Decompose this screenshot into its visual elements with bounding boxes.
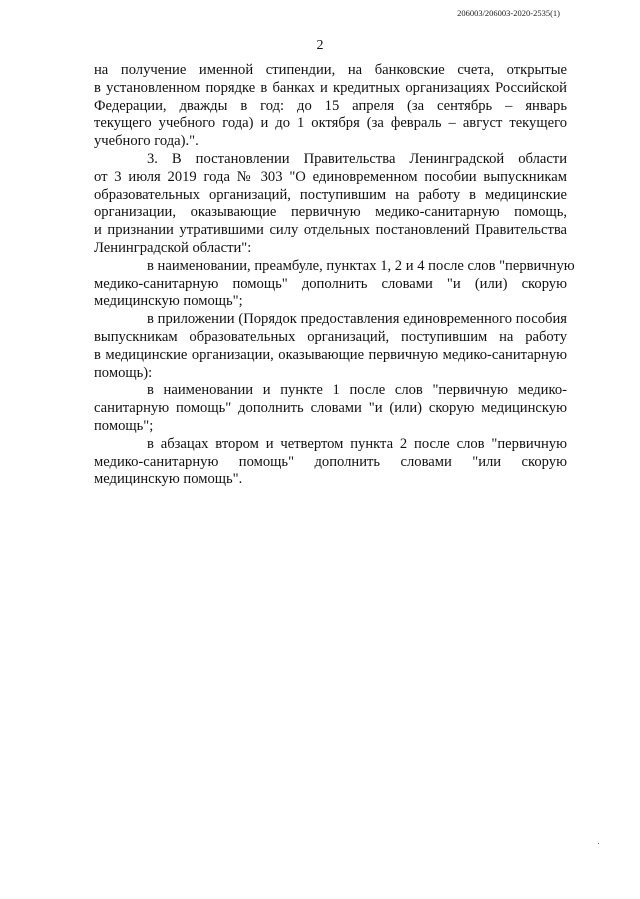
paragraph bbox=[94, 62, 567, 151]
text-line: медико-санитарную помощь" дополнить словами "или скорую bbox=[94, 453, 567, 470]
text-line: 3. В постановлении Правительства Ленинградской области bbox=[147, 150, 567, 167]
text-line: на получение именной стипендии, на банковские счета, открытые bbox=[94, 62, 567, 78]
text-line: и признании утратившими силу отдельных постановлений Правительства bbox=[94, 222, 567, 239]
text-line: санитарную помощь" дополнить словами "и (или) скорую медицинскую bbox=[94, 400, 567, 417]
text-line: образовательных организаций, поступившим на работу в медицинские bbox=[94, 186, 567, 203]
text-line: медицинскую помощь"; bbox=[94, 293, 243, 310]
text-line: помощь"; bbox=[94, 417, 154, 434]
text-line: организации, оказывающие первичную медико-санитарную помощь, bbox=[94, 204, 567, 221]
text-line: Ленинградской области": bbox=[94, 239, 252, 256]
text-line: медико-санитарную помощь" дополнить словами "и (или) скорую bbox=[94, 275, 567, 292]
paragraph bbox=[94, 382, 567, 435]
text-line: медицинскую помощь". bbox=[94, 471, 243, 488]
text-line: учебного года).". bbox=[94, 133, 199, 150]
paragraph bbox=[94, 436, 567, 489]
paragraph bbox=[94, 151, 567, 258]
text-line: в наименовании и пункте 1 после слов "первичную медико- bbox=[147, 382, 567, 399]
text-line: в медицинские организации, оказывающие первичную медико-санитарную bbox=[94, 346, 567, 363]
page-number: 2 bbox=[316, 38, 324, 53]
text-line: выпускникам образовательных организаций, поступившим на работу bbox=[94, 328, 567, 345]
text-line: помощь): bbox=[94, 364, 153, 381]
text-line: в установленном порядке в банках и кредитных организациях Российской bbox=[94, 79, 567, 96]
paragraph bbox=[94, 257, 575, 311]
text-line: в приложении (Порядок предоставления единовременного пособия bbox=[147, 311, 567, 328]
document-id: 206003/206003-2020-2535(1) bbox=[457, 8, 560, 18]
scan-speck bbox=[598, 843, 599, 844]
text-line: от 3 июля 2019 года № 303 "О единовременном пособии выпускникам bbox=[94, 168, 567, 185]
text-line: текущего учебного года) и до 1 октября (за февраль – август текущего bbox=[94, 115, 567, 132]
paragraph bbox=[94, 311, 567, 382]
text-line: Федерации, дважды в год: до 15 апреля (за сентябрь – январь bbox=[94, 97, 567, 114]
document-body bbox=[94, 62, 575, 489]
text-line: в наименовании, преамбуле, пунктах 1, 2 и 4 после слов "первичную bbox=[147, 257, 575, 274]
text-line: в абзацах втором и четвертом пункта 2 после слов "первичную bbox=[147, 435, 567, 452]
